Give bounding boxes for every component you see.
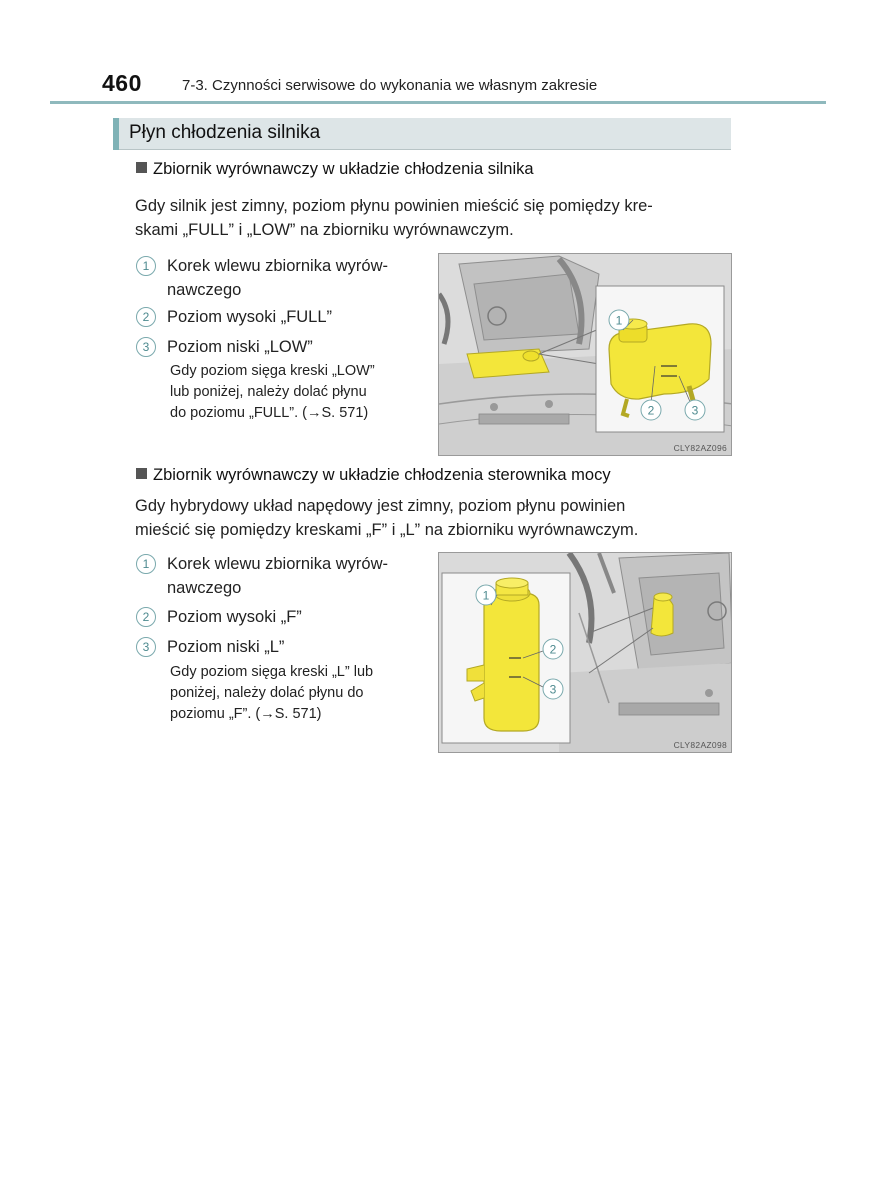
engine-coolant-heading: Zbiornik wyrównawczy w układzie chłodzenia silnika <box>136 160 534 179</box>
chapter-title: 7-3. Czynności serwisowe do wykonania we własnym zakresie <box>182 77 598 94</box>
section-title: Płyn chłodzenia silnika <box>129 122 321 143</box>
engine-bay-illustration <box>439 254 732 456</box>
figure-code: CLY82AZ098 <box>673 740 727 750</box>
figure-code: CLY82AZ096 <box>673 443 727 453</box>
bullet-square-icon <box>136 162 147 173</box>
number-3-icon: 3 <box>136 337 156 357</box>
engine-bay-illustration <box>439 553 732 753</box>
pcu-coolant-heading: Zbiornik wyrównawczy w układzie chłodzenia sterownika mocy <box>136 466 611 485</box>
header-divider <box>50 101 826 104</box>
svg-text:1: 1 <box>615 313 623 328</box>
list-item: 3 Poziom niski „LOW” <box>136 335 426 359</box>
engine-coolant-reservoir-figure <box>438 253 732 456</box>
pcu-coolant-paragraph: Gdy hybrydowy układ napędowy jest zimny, poziom płynu powinien mieścić się pomiędzy kreskami „F” i „L” na zbiorniku wyrównawczym. <box>135 497 639 539</box>
pcu-coolant-reservoir-figure <box>438 552 732 753</box>
list-item: 1 Korek wlewu zbiornika wyrów- nawczego <box>136 254 426 302</box>
bullet-square-icon <box>136 468 147 479</box>
engine-coolant-paragraph: Gdy silnik jest zimny, poziom płynu powinien mieścić się pomiędzy kre- skami „FULL” i „LOW” na zbiorniku wyrównawczym. <box>135 197 653 239</box>
engine-coolant-note: Gdy poziom sięga kreski „LOW” lub poniżej, należy dolać płynu do poziomu „FULL”. (→S. 571) <box>170 363 375 421</box>
svg-text:3: 3 <box>691 403 699 418</box>
page-number: 460 <box>102 70 142 96</box>
list-item: 3 Poziom niski „L” <box>136 635 426 659</box>
list-item: 2 Poziom wysoki „F” <box>136 605 426 629</box>
page-header <box>50 70 826 104</box>
list-item: 2 Poziom wysoki „FULL” <box>136 305 426 329</box>
svg-text:2: 2 <box>549 642 557 657</box>
pcu-coolant-note: Gdy poziom sięga kreski „L” lub poniżej, należy dolać płynu do poziomu „F”. (→S. 571) <box>170 664 374 722</box>
number-3-icon: 3 <box>136 637 156 657</box>
section-accent-bar <box>113 118 119 150</box>
svg-text:1: 1 <box>482 588 490 603</box>
svg-text:2: 2 <box>647 403 655 418</box>
list-item: 1 Korek wlewu zbiornika wyrów- nawczego <box>136 552 426 600</box>
number-1-icon: 1 <box>136 256 156 276</box>
number-2-icon: 2 <box>136 607 156 627</box>
number-1-icon: 1 <box>136 554 156 574</box>
section-title-band <box>113 118 731 150</box>
number-2-icon: 2 <box>136 307 156 327</box>
svg-text:3: 3 <box>549 682 557 697</box>
